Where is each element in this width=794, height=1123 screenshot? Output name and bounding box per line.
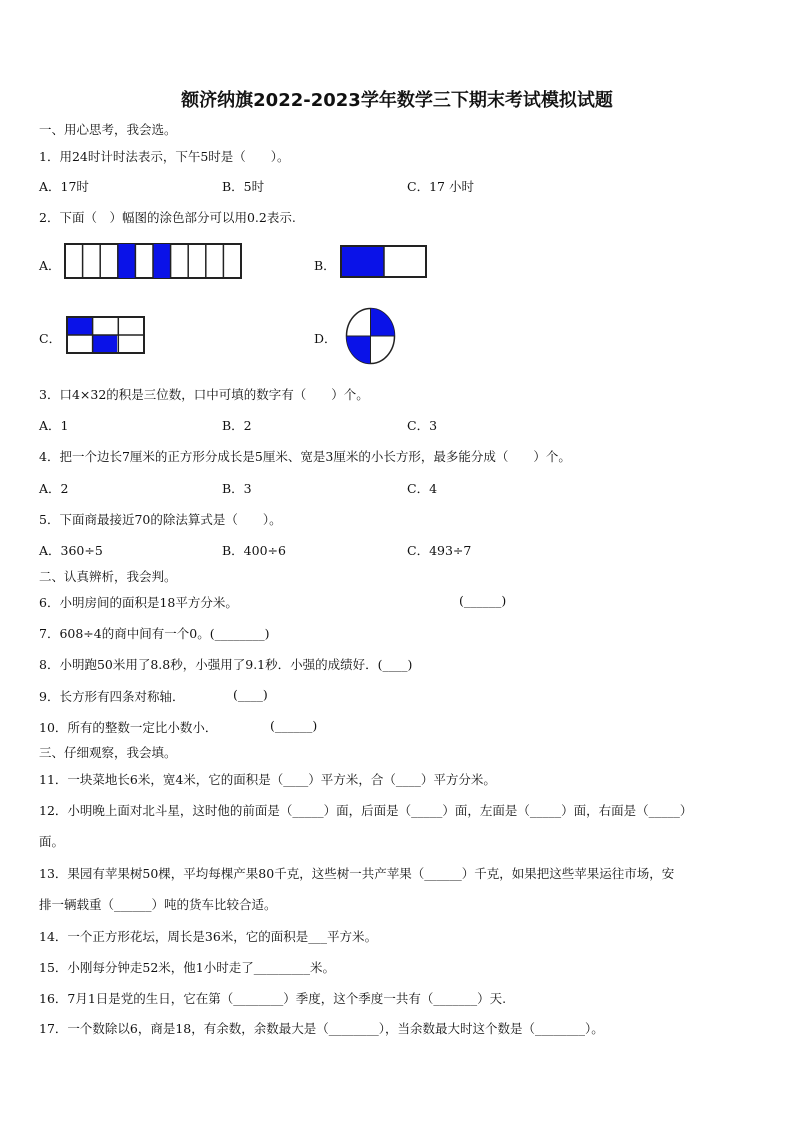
q2-option-b: B． — [314, 258, 336, 273]
question-10: 10．所有的整数一定比小数小． — [39, 720, 218, 735]
question-12-line-2: 面。 — [39, 834, 65, 849]
q3-option-c: C．3 — [407, 418, 438, 433]
q1-option-c: C．17 小时 — [407, 179, 474, 194]
q6-answer-blank: (______) — [459, 593, 507, 608]
question-7: 7．608÷4的商中间有一个0。(________) — [39, 626, 270, 641]
q3-option-a: A．1 — [39, 418, 69, 433]
q5-option-c: C．493÷7 — [407, 543, 472, 558]
q2-figure-b — [340, 245, 428, 279]
question-8: 8．小明跑50米用了8.8秒，小强用了9.1秒．小强的成绩好．(____) — [39, 657, 413, 672]
question-13-line-2: 排一辆载重（______）吨的货车比较合适。 — [39, 897, 277, 912]
q5-option-b: B．400÷6 — [222, 543, 286, 558]
question-17: 17．一个数除以6，商是18，有余数，余数最大是（________），当余数最大时这个数是（________）。 — [39, 1021, 604, 1036]
q4-option-b: B．3 — [222, 481, 252, 496]
question-11: 11．一块菜地长6米，宽4米，它的面积是（____）平方米，合（____）平方分米。 — [39, 772, 496, 787]
question-14: 14．一个正方形花坛，周长是36米，它的面积是___平方米。 — [39, 929, 378, 944]
section-3-heading: 三、仔细观察，我会填。 — [39, 745, 177, 760]
q4-option-a: A．2 — [39, 481, 69, 496]
question-9: 9．长方形有四条对称轴． — [39, 689, 185, 704]
q2-option-a: A． — [39, 258, 61, 273]
q2-option-d: D． — [314, 331, 337, 346]
q4-option-c: C．4 — [407, 481, 438, 496]
question-13-line-1: 13．果园有苹果树50棵，平均每棵产果80千克，这些树一共产苹果（______）千克，如果把这些苹果运往市场，安 — [39, 866, 675, 881]
q1-option-a: A．17时 — [39, 179, 89, 194]
question-5: 5．下面商最接近70的除法算式是（ ）。 — [39, 512, 282, 527]
question-1: 1．用24时计时法表示，下午5时是（ ）。 — [39, 149, 290, 164]
question-12-line-1: 12．小明晚上面对北斗星，这时他的前面是（_____）面，后面是（_____）面，左面是（_____）面，右面是（_____） — [39, 803, 693, 818]
q2-figure-a — [64, 243, 244, 281]
question-2: 2．下面（ ）幅图的涂色部分可以用0.2表示. — [39, 210, 296, 225]
question-3: 3．口4×32的积是三位数，口中可填的数字有（ ）个。 — [39, 387, 369, 402]
question-6: 6．小明房间的面积是18平方分米。 — [39, 595, 238, 610]
section-2-heading: 二、认真辨析，我会判。 — [39, 569, 177, 584]
q2-figure-d — [345, 307, 397, 365]
page-title: 额济纳旗2022-2023学年数学三下期末考试模拟试题 — [181, 90, 613, 111]
section-1-heading: 一、用心思考，我会选。 — [39, 122, 177, 137]
q2-figure-c — [66, 316, 146, 356]
q1-option-b: B．5时 — [222, 179, 265, 194]
q9-answer-blank: (____) — [233, 687, 268, 702]
question-15: 15．小刚每分钟走52米，他1小时走了_________米。 — [39, 960, 336, 975]
question-16: 16．7月1日是党的生日，它在第（________）季度，这个季度一共有（_______）天. — [39, 991, 507, 1006]
q2-option-c: C． — [39, 331, 62, 346]
question-4: 4．把一个边长7厘米的正方形分成长是5厘米、宽是3厘米的小长方形，最多能分成（ ）个。 — [39, 449, 571, 464]
q3-option-b: B．2 — [222, 418, 252, 433]
q5-option-a: A．360÷5 — [39, 543, 103, 558]
q10-answer-blank: (______) — [270, 718, 318, 733]
